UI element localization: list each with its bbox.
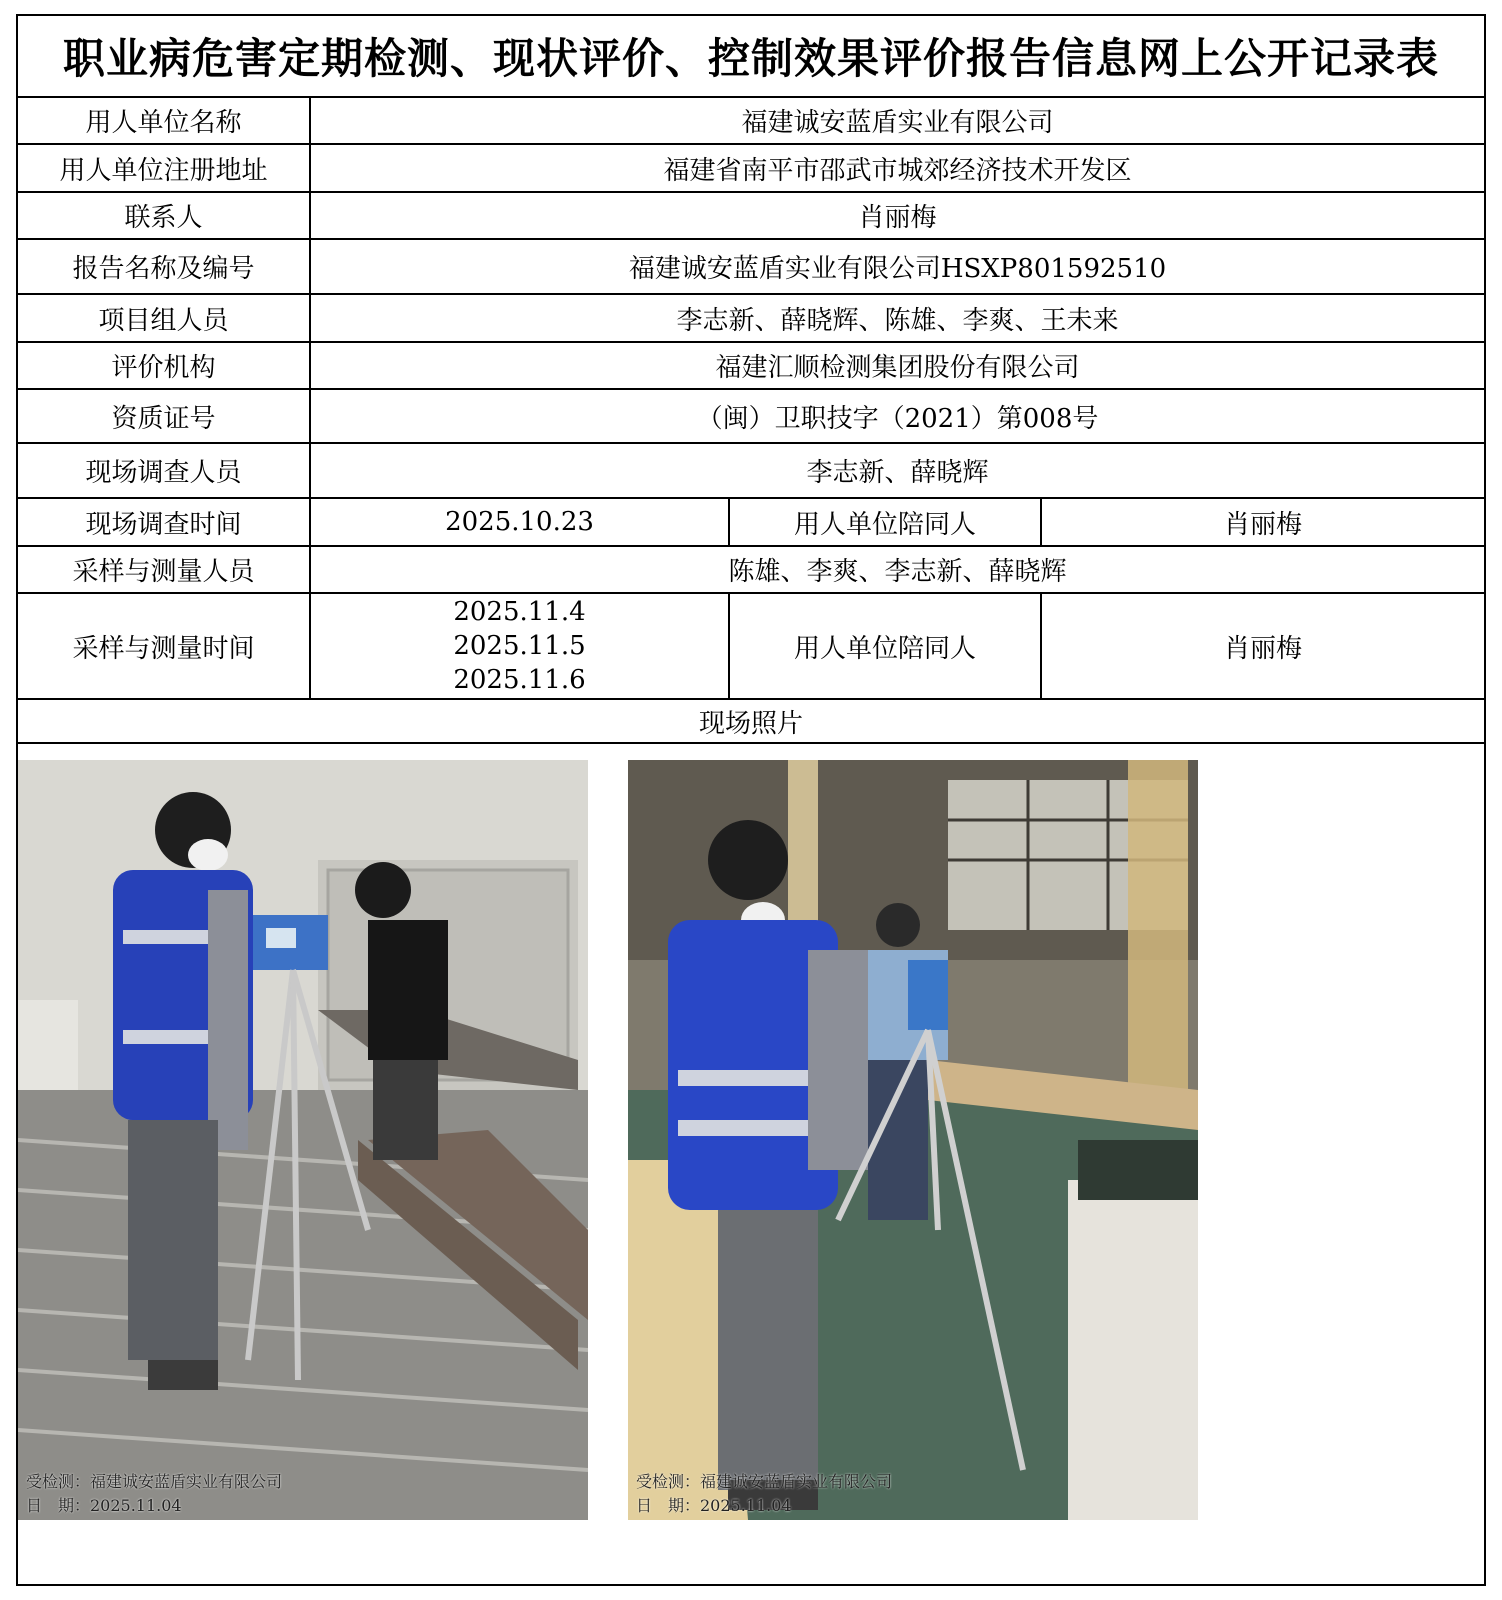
photo-2-watermark-line2: 日 期：2025.11.04 <box>636 1496 792 1515</box>
site-photo-1 <box>18 760 588 1520</box>
row-employer-name <box>18 98 1484 145</box>
survey-staff-label: 现场调查人员 <box>18 444 311 497</box>
photo-2-image <box>628 760 1198 1520</box>
row-survey-time <box>18 499 1484 547</box>
survey-escort-label: 用人单位陪同人 <box>730 499 1042 545</box>
record-table <box>16 14 1486 1586</box>
row-report <box>18 240 1484 295</box>
row-sampling-staff <box>18 547 1484 594</box>
team-value: 李志新、薛晓辉、陈雄、李爽、王未来 <box>676 305 1119 336</box>
license-label: 资质证号 <box>18 390 311 442</box>
sampling-staff-label: 采样与测量人员 <box>18 547 311 592</box>
photo-1-watermark-line2: 日 期：2025.11.04 <box>26 1496 182 1515</box>
survey-time-label: 现场调查时间 <box>18 499 311 545</box>
photo-1-watermark-line1: 受检测：福建诚安蓝盾实业有限公司 <box>26 1472 283 1491</box>
photo-2-watermark-line1: 受检测：福建诚安蓝盾实业有限公司 <box>636 1472 893 1491</box>
employer-name-value: 福建诚安蓝盾实业有限公司 <box>741 108 1054 138</box>
sampling-date-2: 2025.11.5 <box>453 631 586 661</box>
survey-time-value: 2025.10.23 <box>311 499 730 545</box>
page-title: 职业病危害定期检测、现状评价、控制效果评价报告信息网上公开记录表 <box>18 16 1484 98</box>
contact-value: 肖丽梅 <box>858 203 937 233</box>
row-survey-staff <box>18 444 1484 499</box>
sampling-time-label: 采样与测量时间 <box>18 594 311 698</box>
row-license <box>18 390 1484 444</box>
sampling-date-3: 2025.11.6 <box>453 665 586 695</box>
sampling-dates <box>311 594 730 698</box>
survey-staff-value: 李志新、薛晓辉 <box>806 458 989 488</box>
sampling-staff-value: 陈雄、李爽、李志新、薛晓辉 <box>728 557 1067 587</box>
employer-address-label: 用人单位注册地址 <box>18 145 311 191</box>
sampling-escort-value: 肖丽梅 <box>1223 633 1302 664</box>
employer-name-label: 用人单位名称 <box>18 98 311 143</box>
row-employer-address <box>18 145 1484 193</box>
row-contact <box>18 193 1484 240</box>
employer-address-value: 福建省南平市邵武市城郊经济技术开发区 <box>663 155 1132 186</box>
site-photo-2 <box>628 760 1198 1520</box>
row-photo-header <box>18 700 1484 744</box>
contact-label: 联系人 <box>18 193 311 238</box>
report-value: 福建诚安蓝盾实业有限公司HSXP801592510 <box>628 254 1167 284</box>
agency-value: 福建汇顺检测集团股份有限公司 <box>715 353 1080 383</box>
sampling-date-1: 2025.11.4 <box>453 597 586 627</box>
license-value: （闽）卫职技字（2021）第008号 <box>696 403 1099 434</box>
agency-label: 评价机构 <box>18 343 311 388</box>
photo-1-image <box>18 760 588 1520</box>
team-label: 项目组人员 <box>18 295 311 341</box>
survey-escort-value: 肖丽梅 <box>1223 509 1302 540</box>
row-agency <box>18 343 1484 390</box>
photo-header: 现场照片 <box>698 708 803 739</box>
row-team <box>18 295 1484 343</box>
sampling-escort-label: 用人单位陪同人 <box>730 594 1042 698</box>
report-label: 报告名称及编号 <box>18 240 311 293</box>
row-sampling-time <box>18 594 1484 700</box>
photo-area <box>18 758 1484 1584</box>
